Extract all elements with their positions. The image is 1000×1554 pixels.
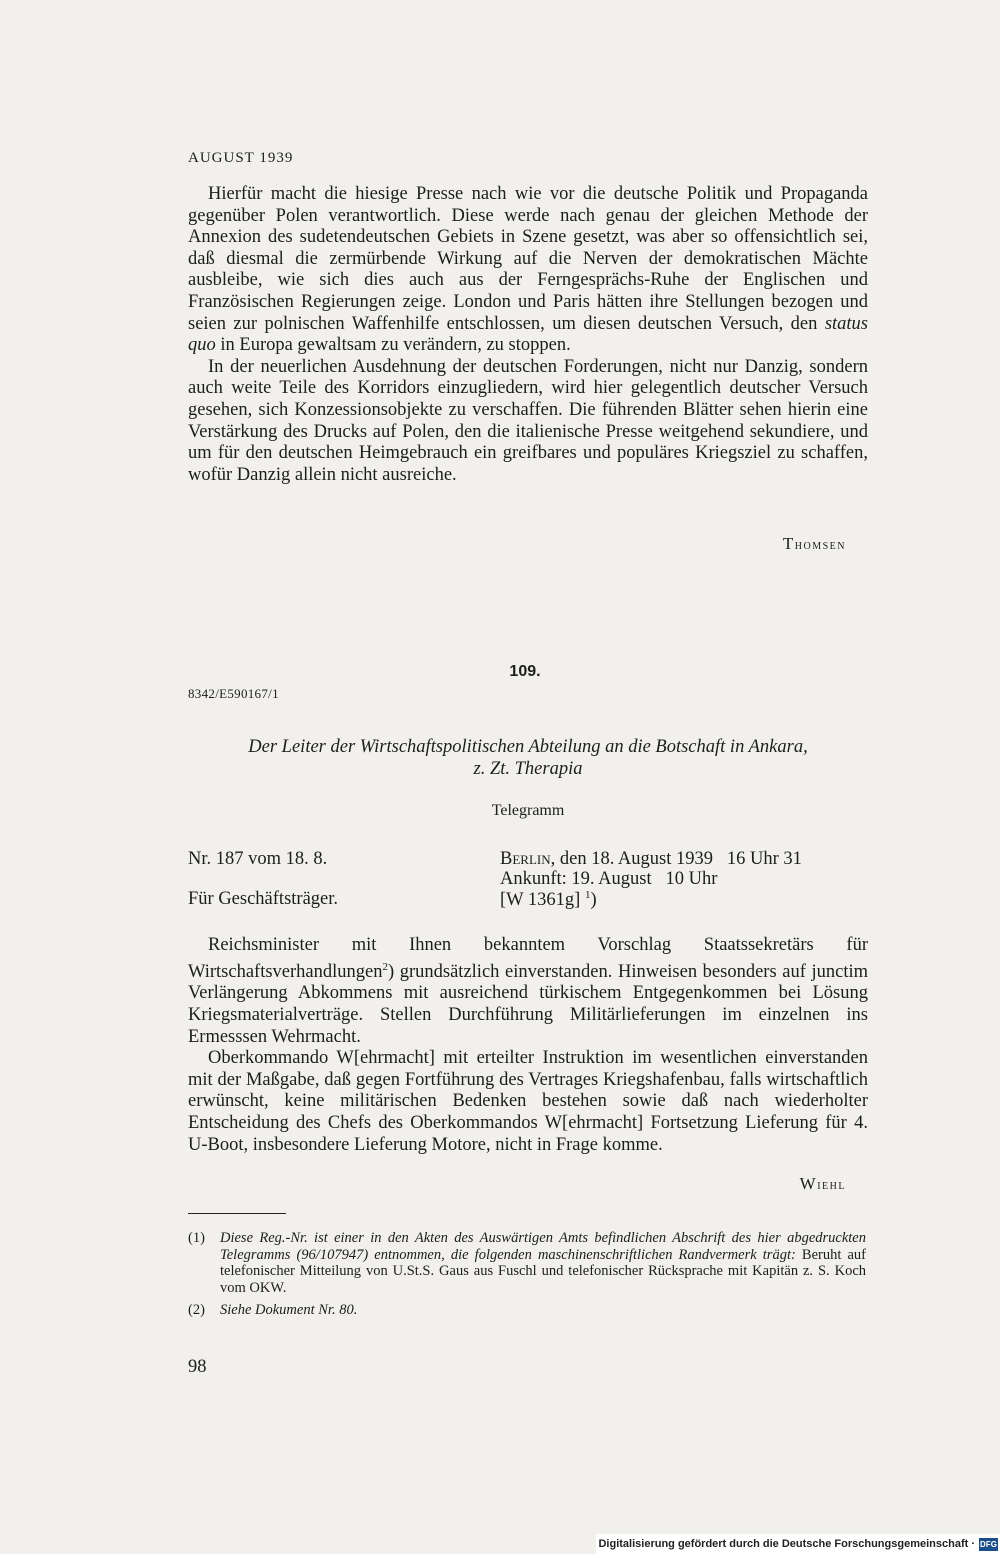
footnote-rule [188,1213,286,1214]
running-head: AUGUST 1939 [188,150,294,166]
footnote-2 [188,1302,866,1319]
paragraph-1-text-b: in Europa gewaltsam zu verändern, zu stoppen. [215,335,571,356]
meta-date: , den 18. August 1939 16 Uhr 31 [550,849,802,869]
footnotes [188,1230,866,1325]
credit-text: Digitalisierung gefördert durch die Deutsche Forschungsgemeinschaft · [598,1538,975,1550]
meta-place-date [500,849,802,870]
signature-wiehl: Wiehl [799,1174,846,1193]
reference-code: 8342/E590167/1 [188,686,279,701]
footnote-1-mark: (1) [188,1230,205,1246]
paragraph-1-text-a: Hierfür macht die hiesige Presse nach wie vor die deutsche Politik und Propaganda gegenüber Polen verantwortlich. Diese werde nach genau der gleichen Methode der Annexion des sudetendeutschen Gebiets in Szene gesetzt, was aber so offensichtlich sei, daß diesmal die zermürbende Wirkung auf die Nerven der demokratischen Mächte ausbleibe, wie sich dies auch aus der Ferngesprächs-Ruhe der Englischen und Französischen Regierungen zeige. London und Paris hätten ihre Stellungen bezogen und seien zur polnischen Waffenhilfe entschlossen, um diesen deutschen Versuch, den [188,184,868,334]
heading-line-1: Der Leiter der Wirtschaftspolitischen Abteilung an die Botschaft in Ankara, [248,737,808,757]
meta-arrival: Ankunft: 19. August 10 Uhr [500,869,718,889]
paragraph-1 [188,184,868,357]
body-paragraph-1-text-a: Reichsminister mit Ihnen bekanntem Vorschlag Staatssekretärs für Wirtschaftsverhandlungen [188,935,868,982]
telegram-label: Telegramm [491,802,565,819]
meta-number: Nr. 187 vom 18. 8. [188,849,328,869]
footnote-2-mark: (2) [188,1302,205,1318]
continuation-text [188,184,868,486]
telegram-body [188,935,868,1156]
page-number: 98 [188,1357,207,1377]
signature-thomsen: Thomsen [782,534,846,553]
document-number: 109. [509,663,541,680]
footnote-ref-2: 2 [382,960,388,973]
footnote-1-text: Beruht auf telefonischer Mitteilung von U.St.S. Gaus aus Fuschl und telefonischer Rücksprache mit Kapitän z. S. Koch vom OKW. [220,1246,867,1296]
paragraph-1-italic: status quo [188,313,868,356]
body-paragraph-1-text-b: grundsätzlich einverstanden. Hinweisen besonders auf junctim Verlängerung Abkommens mit ausreichend türkischem Entgegenkommen bei Lösung Kriegsmaterialverträge. Stellen Durchführung Militärlieferungen im einzelnen ins Ermesssen Wehrmacht. [188,961,868,1047]
dfg-logo-icon: DFG [980,1539,997,1549]
paragraph-2: In der neuerlichen Ausdehnung der deutschen Forderungen, nicht nur Danzig, sondern auch weite Teile des Korridors einzugliedern, wird hier gelegentlich deutscher Versuch gesehen, sich Konzessionsobjekte zu verschaffen. Die führenden Blätter sehen hierin eine Verstärkung des Drucks auf Polen, den die italienische Presse weitgehend sekundiere, und um für den deutschen Heimgebrauch ein greifbares und populäres Kriegsziel zu schaffen, wofür Danzig allein nicht ausreiche. [188,356,868,485]
meta-recipient: Für Geschäftsträger. [188,889,339,909]
meta-register-text: [W 1361g] [500,890,581,911]
footnote-1 [188,1230,866,1296]
footnote-ref-1: 1 [584,889,591,901]
digitization-credit [596,1534,1000,1554]
body-paragraph-2: Oberkommando W[ehrmacht] mit erteilter Instruktion im wesentlichen einverstanden mit der Maßgabe, daß gegen Fortführung des Vertrages Kriegshafenbau, falls wirtschaftlich erwünscht, keine militärischen Bedenken bestehen sowie daß nach wiederholter Entscheidung des Chefs des Oberkommandos W[ehrmacht] Fortsetzung Lieferung für 4. U-Boot, insbesondere Lieferung Motore, nicht in Frage komme. [188,1048,868,1155]
meta-register: [W 1361g] $^1$) [500,889,597,911]
footnote-2-italic: Siehe Dokument Nr. 80. [220,1302,358,1318]
footnote-1-italic: Diese Reg.-Nr. ist einer in den Akten des Auswärtigen Amts befindlichen Abschrift des hier abgedruckten Telegramms (96/107947) entnommen, die folgenden maschinenschriftlichen Randvermerk trägt: [220,1230,866,1263]
meta-place: Berlin [500,849,551,869]
body-paragraph-1: Reichsminister mit Ihnen bekanntem Vorschlag Staatssekretärs für Wirtschaftsverhandlungen$^2$) grundsätzlich einverstanden. Hinweisen besonders auf junctim Verlängerung Abkommens mit ausreichend türkischem Entgegenkommen bei Lösung Kriegsmaterialverträge. Stellen Durchführung Militärlieferungen im einzelnen ins Ermesssen Wehrmacht. [188,935,868,1047]
document-heading [188,736,868,780]
heading-line-2: z. Zt. Therapia [473,759,583,779]
